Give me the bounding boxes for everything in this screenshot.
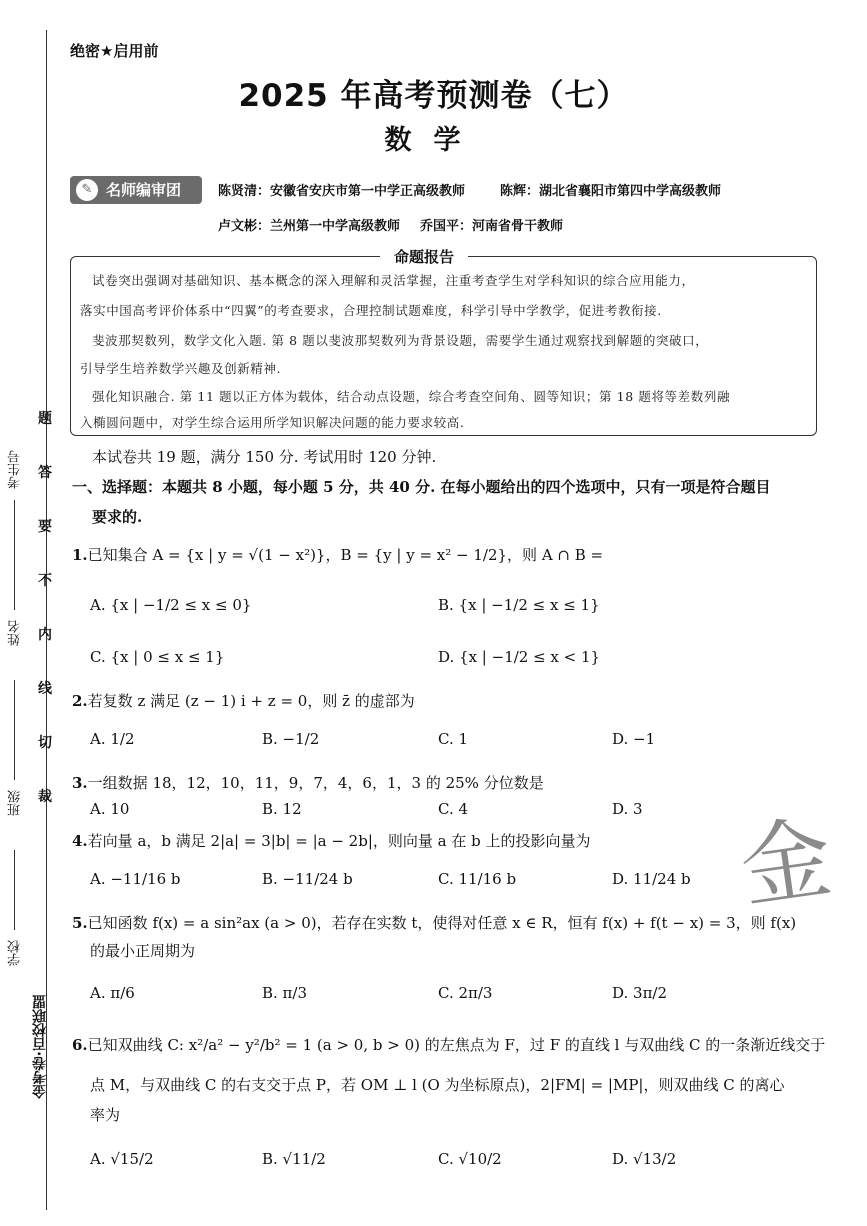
q1-stem (72, 544, 603, 565)
badge-label: 名师编审团 (106, 181, 182, 199)
q1-number: 1. (72, 546, 88, 564)
margin-name-label: 姓名 (8, 620, 23, 646)
q4-text: 若向量 a，b 满足 2|a| = 3|b| = |a − 2b|，则向量 a 在 b 上的投影向量为 (87, 832, 591, 850)
author-4-name: 乔国平： (420, 219, 473, 234)
author-3-desc: 兰州第一中学高级教师 (270, 219, 401, 234)
q6-stem (72, 1034, 825, 1055)
margin-cut-char-5: 内 (38, 627, 52, 643)
team-icon: ✎ (76, 179, 98, 201)
report-p2a: 斐波那契数列，数学文化入题. 第 8 题以斐波那契数列为背景设题，需要学生通过观察找到解题的突破口， (92, 333, 709, 348)
q1-option-b[interactable]: B. {x | −1/2 ≤ x ≤ 1} (438, 596, 600, 614)
author-2 (500, 180, 721, 199)
q5-option-c[interactable]: C. 2π/3 (438, 984, 493, 1002)
q5-option-a[interactable]: A. π/6 (90, 984, 135, 1002)
margin-cut-char-2: 答 (38, 465, 52, 481)
q1-option-a[interactable]: A. {x | −1/2 ≤ x ≤ 0} (90, 596, 252, 614)
q1-option-c[interactable]: C. {x | 0 ≤ x ≤ 1} (90, 648, 225, 666)
q3-option-c[interactable]: C. 4 (438, 800, 469, 818)
q2-number: 2. (72, 692, 88, 710)
q4-number: 4. (72, 832, 88, 850)
author-2-name: 陈辉： (500, 184, 540, 199)
report-p3b: 入椭圆问题中，对学生综合运用所学知识解决问题的能力要求较高. (80, 415, 465, 430)
q5-number: 5. (72, 914, 88, 932)
report-p1b: 落实中国高考评价体系中“四翼”的考查要求，合理控制试题难度，科学引导中学教学，促进考教衔接. (80, 303, 662, 318)
q6-number: 6. (72, 1036, 88, 1054)
q5-option-d[interactable]: D. 3π/2 (612, 984, 668, 1002)
q4-stem (72, 830, 591, 851)
exam-title: 2025 年高考预测卷（七） (238, 78, 629, 114)
q3-number: 3. (72, 774, 88, 792)
report-title: 命题报告 (380, 246, 468, 267)
author-3-name: 卢文彬： (218, 219, 271, 234)
q2-option-b[interactable]: B. −1/2 (262, 730, 320, 748)
margin-exam-no-label: 考生号 (8, 450, 23, 489)
section-1-heading: 一、选择题：本题共 8 小题，每小题 5 分，共 40 分. 在每小题给出的四个选项中，只有一项是符合题目 (72, 478, 771, 496)
margin-cut-char-7: 切 (38, 735, 52, 751)
q6-text-1: 已知双曲线 C: x²/a² − y²/b² = 1 (a > 0, b > 0) 的左焦点为 F，过 F 的直线 l 与双曲线 C 的一条渐近线交于 (87, 1036, 826, 1054)
q5-stem (72, 912, 796, 933)
q5-option-b[interactable]: B. π/3 (262, 984, 308, 1002)
q2-option-a[interactable]: A. 1/2 (90, 730, 135, 748)
q6-option-b[interactable]: B. √11/2 (262, 1150, 326, 1168)
top-secret-label: 绝密★启用前 (70, 42, 159, 60)
q3-option-a[interactable]: A. 10 (90, 800, 130, 818)
q6-stem-cont-2: 率为 (90, 1106, 121, 1124)
section-1-heading-cont: 要求的. (92, 508, 143, 526)
margin-cut-char-1: 题 (38, 411, 52, 427)
q4-option-d[interactable]: D. 11/24 b (612, 870, 691, 888)
report-p2b: 引导学生培养数学兴趣及创新精神. (80, 361, 282, 376)
margin-cut-char-6: 线 (38, 681, 52, 697)
exam-intro: 本试卷共 19 题，满分 150 分. 考试用时 120 分钟. (92, 448, 437, 466)
q3-stem (72, 772, 544, 793)
margin-field-line-1 (14, 500, 15, 610)
q6-option-a[interactable]: A. √15/2 (90, 1150, 154, 1168)
author-4 (420, 215, 563, 234)
q1-option-d[interactable]: D. {x | −1/2 ≤ x < 1} (438, 648, 601, 666)
q6-option-d[interactable]: D. √13/2 (612, 1150, 677, 1168)
jin-watermark: 金 (734, 805, 839, 922)
margin-school-label: 学校 (8, 940, 23, 966)
q5-stem-cont: 的最小正周期为 (90, 942, 196, 960)
q3-option-d[interactable]: D. 3 (612, 800, 643, 818)
margin-class-label: 班级 (8, 790, 23, 816)
q2-option-c[interactable]: C. 1 (438, 730, 469, 748)
margin-cut-char-8: 裁 (38, 789, 52, 805)
q2-stem (72, 690, 415, 711)
author-4-desc: 河南省骨干教师 (472, 219, 564, 234)
author-1-name: 陈贤清： (218, 184, 271, 199)
q4-option-c[interactable]: C. 11/16 b (438, 870, 517, 888)
q6-option-c[interactable]: C. √10/2 (438, 1150, 502, 1168)
author-1 (218, 180, 465, 199)
q4-option-b[interactable]: B. −11/24 b (262, 870, 353, 888)
q2-option-d[interactable]: D. −1 (612, 730, 656, 748)
margin-field-line-2 (14, 680, 15, 780)
editorial-team-badge (70, 176, 202, 204)
margin-cut-char-4: 不 (38, 573, 52, 589)
exam-subject: 数学 (384, 125, 483, 156)
margin-field-line-3 (14, 850, 15, 930)
q4-option-a[interactable]: A. −11/16 b (90, 870, 181, 888)
q3-option-b[interactable]: B. 12 (262, 800, 302, 818)
q1-text: 已知集合 A = {x | y = √(1 − x²)}，B = {y | y = x² − 1/2}，则 A ∩ B = (87, 546, 604, 564)
report-p1a: 试卷突出强调对基础知识、基本概念的深入理解和灵活掌握，注重考查学生对学科知识的综合应用能力， (92, 273, 695, 288)
report-p3a: 强化知识融合. 第 11 题以正方体为载体，结合动点设题，综合考查空间角、圆等知识；第 18 题将等差数列融 (92, 389, 731, 404)
author-1-desc: 安徽省安庆市第一中学正高级教师 (270, 184, 466, 199)
q2-text: 若复数 z 满足 (z − 1) i + z = 0，则 z̄ 的虚部为 (87, 692, 415, 710)
author-2-desc: 湖北省襄阳市第四中学高级教师 (539, 184, 722, 199)
q3-text: 一组数据 18，12，10，11，9，7，4，6，1，3 的 25% 分位数是 (87, 774, 544, 792)
author-3 (218, 215, 400, 234)
margin-league-label: 金考卷·百校联盟 (32, 995, 48, 1099)
margin-cut-char-3: 要 (38, 519, 52, 535)
q6-stem-cont-1: 点 M，与双曲线 C 的右支交于点 P，若 OM ⊥ l (O 为坐标原点)，2|FM| = |MP|，则双曲线 C 的离心 (90, 1076, 785, 1094)
q5-text-1: 已知函数 f(x) = a sin²ax (a > 0)，若存在实数 t，使得对任意 x ∈ R，恒有 f(x) + f(t − x) = 3，则 f(x) (87, 914, 797, 932)
